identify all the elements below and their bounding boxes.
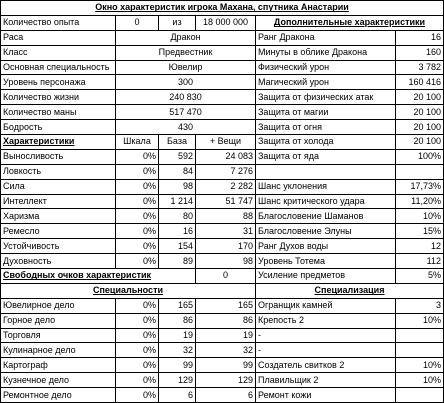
stat-scale: 0%	[116, 209, 159, 224]
stat-scale: 0%	[116, 149, 159, 164]
extra-value: 160	[396, 45, 444, 60]
table-row	[1, 239, 444, 254]
section-header-row	[1, 283, 444, 298]
specialization-value: 10%	[396, 313, 444, 328]
extra-value: 20 100	[396, 105, 444, 120]
stat-base: 98	[159, 179, 196, 194]
stat-base: 84	[159, 164, 196, 179]
experience-row	[1, 15, 444, 30]
extra-value: 100%	[396, 149, 444, 164]
base-value: 430	[116, 120, 256, 135]
extra-label: Ранг Духов воды	[256, 239, 396, 254]
table-row	[1, 388, 444, 403]
specialty-name: Картограф	[1, 358, 116, 373]
stat-name: Сила	[1, 179, 116, 194]
specialty-scale: 0%	[116, 343, 159, 358]
stat-scale: 0%	[116, 179, 159, 194]
stat-items: 31	[196, 224, 256, 239]
extra-value: 3 782	[396, 60, 444, 75]
specialty-items: 6	[196, 388, 256, 403]
stat-scale: 0%	[116, 239, 159, 254]
table-row	[1, 90, 444, 105]
base-label: Уровень персонажа	[1, 75, 116, 90]
extra-label: Ранг Дракона	[256, 30, 396, 45]
specialization-name: Крепость 2	[256, 313, 396, 328]
stats-header-base: База	[159, 135, 196, 150]
extra-label: Защита от физических атак	[256, 90, 396, 105]
base-label: Количество жизни	[1, 90, 116, 105]
table-row	[1, 149, 444, 164]
stat-name: Интеллект	[1, 194, 116, 209]
specialty-base: 32	[159, 343, 196, 358]
extra-label: Благословение Шаманов	[256, 209, 396, 224]
specialty-items: 99	[196, 358, 256, 373]
title-row	[1, 1, 444, 16]
specialty-name: Ремонтное дело	[1, 388, 116, 403]
specialty-items: 86	[196, 313, 256, 328]
stat-base: 592	[159, 149, 196, 164]
extra-label: Шанс уклонения	[256, 179, 396, 194]
extra-value: 11,20%	[396, 194, 444, 209]
extra-label: Благословение Элуны	[256, 224, 396, 239]
free-points-value: 0	[196, 269, 256, 284]
stat-items: 51 747	[196, 194, 256, 209]
experience-max: 18 000 000	[196, 15, 256, 30]
specialty-base: 6	[159, 388, 196, 403]
extra-value: 16	[396, 30, 444, 45]
stat-name: Выносливость	[1, 149, 116, 164]
table-row	[1, 75, 444, 90]
stat-name: Харизма	[1, 209, 116, 224]
specialization-value	[396, 388, 444, 403]
specializations-header: Специализация	[256, 283, 444, 298]
specialty-scale: 0%	[116, 388, 159, 403]
extra-value: 12	[396, 239, 444, 254]
specialty-scale: 0%	[116, 298, 159, 313]
table-row	[1, 209, 444, 224]
stat-items: 170	[196, 239, 256, 254]
table-row	[1, 179, 444, 194]
specialty-items: 165	[196, 298, 256, 313]
extra-value: 160 416	[396, 75, 444, 90]
specialty-base: 19	[159, 328, 196, 343]
stat-base: 154	[159, 239, 196, 254]
specialization-name: -	[256, 343, 396, 358]
table-row	[1, 194, 444, 209]
specialty-name: Кузнечное дело	[1, 373, 116, 388]
extra-label: Уровень Тотема	[256, 254, 396, 269]
base-value: Предвестник	[116, 45, 256, 60]
specialization-name: Создатель свитков 2	[256, 358, 396, 373]
stat-scale: 0%	[116, 164, 159, 179]
specialization-name: -	[256, 328, 396, 343]
table-row	[1, 45, 444, 60]
free-points-label: Свободных очков характеристик	[1, 269, 196, 284]
extra-value: 20 100	[396, 90, 444, 105]
experience-current: 0	[116, 15, 159, 30]
extra-value: 10%	[396, 209, 444, 224]
table-row	[1, 328, 444, 343]
specialization-value: 3	[396, 298, 444, 313]
specialization-value	[396, 343, 444, 358]
specialization-value: 10%	[396, 373, 444, 388]
base-value: Ювелир	[116, 60, 256, 75]
extra-label: Магический урон	[256, 75, 396, 90]
table-row	[1, 224, 444, 239]
stat-name: Ремесло	[1, 224, 116, 239]
specialization-name: Огранщик камней	[256, 298, 396, 313]
extra-header: Дополнительные характеристики	[256, 15, 444, 30]
specialty-name: Горное дело	[1, 313, 116, 328]
specialization-name: Плавильщик 2	[256, 373, 396, 388]
specialty-base: 86	[159, 313, 196, 328]
extra-value: 20 100	[396, 120, 444, 135]
extra-value	[396, 164, 444, 179]
specialty-scale: 0%	[116, 328, 159, 343]
specialty-base: 129	[159, 373, 196, 388]
stat-scale: 0%	[116, 224, 159, 239]
extra-label: Защита от яда	[256, 149, 396, 164]
table-row	[1, 313, 444, 328]
table-row	[1, 164, 444, 179]
table-row	[1, 358, 444, 373]
experience-separator: из	[159, 15, 196, 30]
extra-label	[256, 164, 396, 179]
stat-base: 16	[159, 224, 196, 239]
experience-label: Количество опыта	[1, 15, 116, 30]
stat-items: 7 276	[196, 164, 256, 179]
stat-items: 24 083	[196, 149, 256, 164]
free-points-row	[1, 269, 444, 284]
extra-label: Защита от магии	[256, 105, 396, 120]
stats-header-scale: Шкала	[116, 135, 159, 150]
extra-value: 112	[396, 254, 444, 269]
stats-header-items: + Вещи	[196, 135, 256, 150]
stat-base: 1 214	[159, 194, 196, 209]
table-row	[1, 105, 444, 120]
stat-name: Ловкость	[1, 164, 116, 179]
stat-base: 80	[159, 209, 196, 224]
base-value: Дракон	[116, 30, 256, 45]
stat-scale: 0%	[116, 254, 159, 269]
extra-label: Защита от холода	[256, 135, 396, 150]
table-row	[1, 254, 444, 269]
extra-value: 20 100	[396, 135, 444, 150]
stat-base: 89	[159, 254, 196, 269]
stat-name: Духовность	[1, 254, 116, 269]
specialization-name: Ремонт кожи	[256, 388, 396, 403]
stats-header-row	[1, 135, 444, 150]
specialty-scale: 0%	[116, 313, 159, 328]
extra-label: Минуты в облике Дракона	[256, 45, 396, 60]
base-label: Раса	[1, 30, 116, 45]
stat-items: 98	[196, 254, 256, 269]
table-row	[1, 298, 444, 313]
specialty-name: Торговля	[1, 328, 116, 343]
specialty-name: Кулинарное дело	[1, 343, 116, 358]
extra-value: 17,73%	[396, 179, 444, 194]
extra-label: Защита от огня	[256, 120, 396, 135]
extra-label: Физический урон	[256, 60, 396, 75]
specialization-value: 10%	[396, 358, 444, 373]
specialty-base: 99	[159, 358, 196, 373]
sheet-title: Окно характеристик игрока Махана, спутника Анастарии	[1, 1, 444, 16]
base-label: Класс	[1, 45, 116, 60]
specialties-header: Специальности	[1, 283, 256, 298]
specialty-base: 165	[159, 298, 196, 313]
stat-scale: 0%	[116, 194, 159, 209]
base-label: Основная специальность	[1, 60, 116, 75]
table-row	[1, 30, 444, 45]
stat-items: 88	[196, 209, 256, 224]
specialty-name: Ювелирное дело	[1, 298, 116, 313]
table-row	[1, 343, 444, 358]
extra-label: Усиление предметов	[256, 269, 396, 284]
specialty-items: 32	[196, 343, 256, 358]
stat-name: Устойчивость	[1, 239, 116, 254]
specialization-value	[396, 328, 444, 343]
specialty-scale: 0%	[116, 358, 159, 373]
specialty-items: 129	[196, 373, 256, 388]
base-label: Бодрость	[1, 120, 116, 135]
base-value: 300	[116, 75, 256, 90]
base-value: 517 470	[116, 105, 256, 120]
table-row	[1, 373, 444, 388]
extra-value: 15%	[396, 224, 444, 239]
extra-value: 5%	[396, 269, 444, 284]
specialty-scale: 0%	[116, 373, 159, 388]
table-row	[1, 60, 444, 75]
extra-label: Шанс критического удара	[256, 194, 396, 209]
base-label: Количество маны	[1, 105, 116, 120]
table-row	[1, 120, 444, 135]
specialty-items: 19	[196, 328, 256, 343]
stats-header-name: Характеристики	[1, 135, 116, 150]
stat-items: 2 282	[196, 179, 256, 194]
base-value: 240 830	[116, 90, 256, 105]
